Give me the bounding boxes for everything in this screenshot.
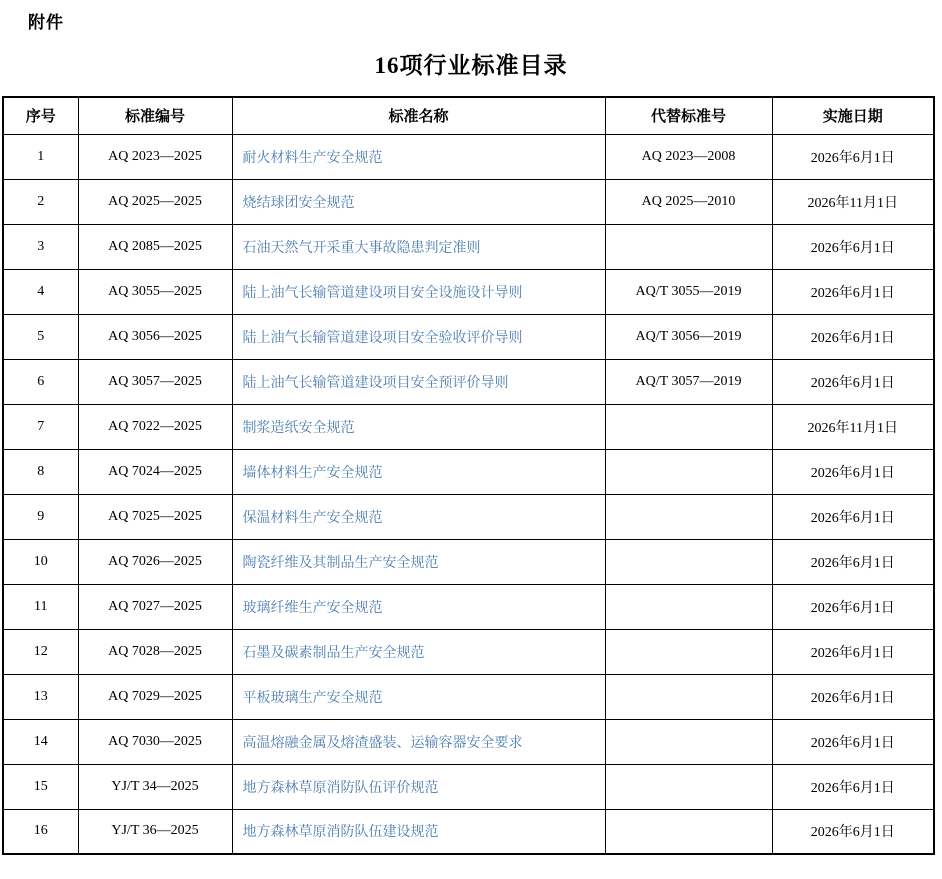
row-number-cell: 12: [3, 629, 78, 674]
replaced-code-cell: [605, 494, 772, 539]
replaced-code-cell: [605, 224, 772, 269]
table-row: [3, 494, 934, 539]
standard-name-link[interactable]: 玻璃纤维生产安全规范: [232, 584, 605, 629]
standard-name-link[interactable]: 陆上油气长输管道建设项目安全设施设计导则: [232, 269, 605, 314]
replaced-code-cell: [605, 674, 772, 719]
standards-table: [2, 96, 935, 855]
implementation-date-cell: 2026年6月1日: [772, 449, 934, 494]
standard-code-cell: AQ 2085—2025: [78, 224, 232, 269]
standard-name-link[interactable]: 石油天然气开采重大事故隐患判定准则: [232, 224, 605, 269]
standard-name-link[interactable]: 高温熔融金属及熔渣盛装、运输容器安全要求: [232, 719, 605, 764]
table-row: [3, 269, 934, 314]
standard-name-link[interactable]: 陆上油气长输管道建设项目安全验收评价导则: [232, 314, 605, 359]
implementation-date-cell: 2026年11月1日: [772, 179, 934, 224]
table-header-row: [3, 97, 934, 134]
header-serial-number: 序号: [3, 97, 78, 134]
standard-code-cell: AQ 3055—2025: [78, 269, 232, 314]
standard-code-cell: AQ 3056—2025: [78, 314, 232, 359]
table-body: [3, 134, 934, 854]
row-number-cell: 10: [3, 539, 78, 584]
table-row: [3, 134, 934, 179]
replaced-code-cell: [605, 629, 772, 674]
standard-name-link[interactable]: 墙体材料生产安全规范: [232, 449, 605, 494]
table-row: [3, 629, 934, 674]
row-number-cell: 13: [3, 674, 78, 719]
standard-name-link[interactable]: 石墨及碳素制品生产安全规范: [232, 629, 605, 674]
replaced-code-cell: AQ/T 3056—2019: [605, 314, 772, 359]
replaced-code-cell: [605, 449, 772, 494]
replaced-code-cell: [605, 719, 772, 764]
table-row: [3, 449, 934, 494]
replaced-code-cell: AQ/T 3057—2019: [605, 359, 772, 404]
implementation-date-cell: 2026年6月1日: [772, 134, 934, 179]
row-number-cell: 7: [3, 404, 78, 449]
standard-code-cell: AQ 7024—2025: [78, 449, 232, 494]
implementation-date-cell: 2026年6月1日: [772, 359, 934, 404]
replaced-code-cell: [605, 404, 772, 449]
implementation-date-cell: 2026年6月1日: [772, 269, 934, 314]
standard-code-cell: AQ 2025—2025: [78, 179, 232, 224]
implementation-date-cell: 2026年6月1日: [772, 224, 934, 269]
standard-code-cell: AQ 3057—2025: [78, 359, 232, 404]
standard-code-cell: AQ 7022—2025: [78, 404, 232, 449]
row-number-cell: 6: [3, 359, 78, 404]
standard-name-link[interactable]: 烧结球团安全规范: [232, 179, 605, 224]
table-row: [3, 224, 934, 269]
replaced-code-cell: [605, 539, 772, 584]
table-row: [3, 674, 934, 719]
header-standard-name: 标准名称: [232, 97, 605, 134]
standard-code-cell: AQ 7025—2025: [78, 494, 232, 539]
standard-name-link[interactable]: 地方森林草原消防队伍评价规范: [232, 764, 605, 809]
standard-code-cell: AQ 7028—2025: [78, 629, 232, 674]
table-row: [3, 719, 934, 764]
standard-code-cell: AQ 2023—2025: [78, 134, 232, 179]
replaced-code-cell: AQ 2025—2010: [605, 179, 772, 224]
implementation-date-cell: 2026年11月1日: [772, 404, 934, 449]
implementation-date-cell: 2026年6月1日: [772, 494, 934, 539]
row-number-cell: 15: [3, 764, 78, 809]
standard-name-link[interactable]: 耐火材料生产安全规范: [232, 134, 605, 179]
table-row: [3, 809, 934, 854]
header-standard-code: 标准编号: [78, 97, 232, 134]
header-implementation-date: 实施日期: [772, 97, 934, 134]
page-title: 16项行业标准目录: [374, 53, 568, 78]
table-header: [3, 97, 934, 134]
table-row: [3, 764, 934, 809]
implementation-date-cell: 2026年6月1日: [772, 539, 934, 584]
row-number-cell: 16: [3, 809, 78, 854]
implementation-date-cell: 2026年6月1日: [772, 584, 934, 629]
implementation-date-cell: 2026年6月1日: [772, 809, 934, 854]
standard-code-cell: YJ/T 36—2025: [78, 809, 232, 854]
replaced-code-cell: [605, 764, 772, 809]
implementation-date-cell: 2026年6月1日: [772, 719, 934, 764]
row-number-cell: 8: [3, 449, 78, 494]
table-row: [3, 179, 934, 224]
row-number-cell: 9: [3, 494, 78, 539]
standard-code-cell: AQ 7030—2025: [78, 719, 232, 764]
standard-name-link[interactable]: 陶瓷纤维及其制品生产安全规范: [232, 539, 605, 584]
header-replaced-code: 代替标准号: [605, 97, 772, 134]
standard-name-link[interactable]: 陆上油气长输管道建设项目安全预评价导则: [232, 359, 605, 404]
row-number-cell: 5: [3, 314, 78, 359]
implementation-date-cell: 2026年6月1日: [772, 314, 934, 359]
replaced-code-cell: [605, 809, 772, 854]
standard-name-link[interactable]: 地方森林草原消防队伍建设规范: [232, 809, 605, 854]
standard-name-link[interactable]: 保温材料生产安全规范: [232, 494, 605, 539]
attachment-label: 附件: [28, 13, 64, 32]
replaced-code-cell: AQ 2023—2008: [605, 134, 772, 179]
standard-name-link[interactable]: 制浆造纸安全规范: [232, 404, 605, 449]
row-number-cell: 1: [3, 134, 78, 179]
table-row: [3, 314, 934, 359]
implementation-date-cell: 2026年6月1日: [772, 674, 934, 719]
standard-name-link[interactable]: 平板玻璃生产安全规范: [232, 674, 605, 719]
standard-code-cell: AQ 7027—2025: [78, 584, 232, 629]
row-number-cell: 4: [3, 269, 78, 314]
row-number-cell: 11: [3, 584, 78, 629]
row-number-cell: 14: [3, 719, 78, 764]
implementation-date-cell: 2026年6月1日: [772, 629, 934, 674]
table-row: [3, 539, 934, 584]
standard-code-cell: AQ 7029—2025: [78, 674, 232, 719]
replaced-code-cell: [605, 584, 772, 629]
table-row: [3, 584, 934, 629]
table-row: [3, 404, 934, 449]
implementation-date-cell: 2026年6月1日: [772, 764, 934, 809]
row-number-cell: 3: [3, 224, 78, 269]
standard-code-cell: YJ/T 34—2025: [78, 764, 232, 809]
standard-code-cell: AQ 7026—2025: [78, 539, 232, 584]
table-row: [3, 359, 934, 404]
row-number-cell: 2: [3, 179, 78, 224]
replaced-code-cell: AQ/T 3055—2019: [605, 269, 772, 314]
